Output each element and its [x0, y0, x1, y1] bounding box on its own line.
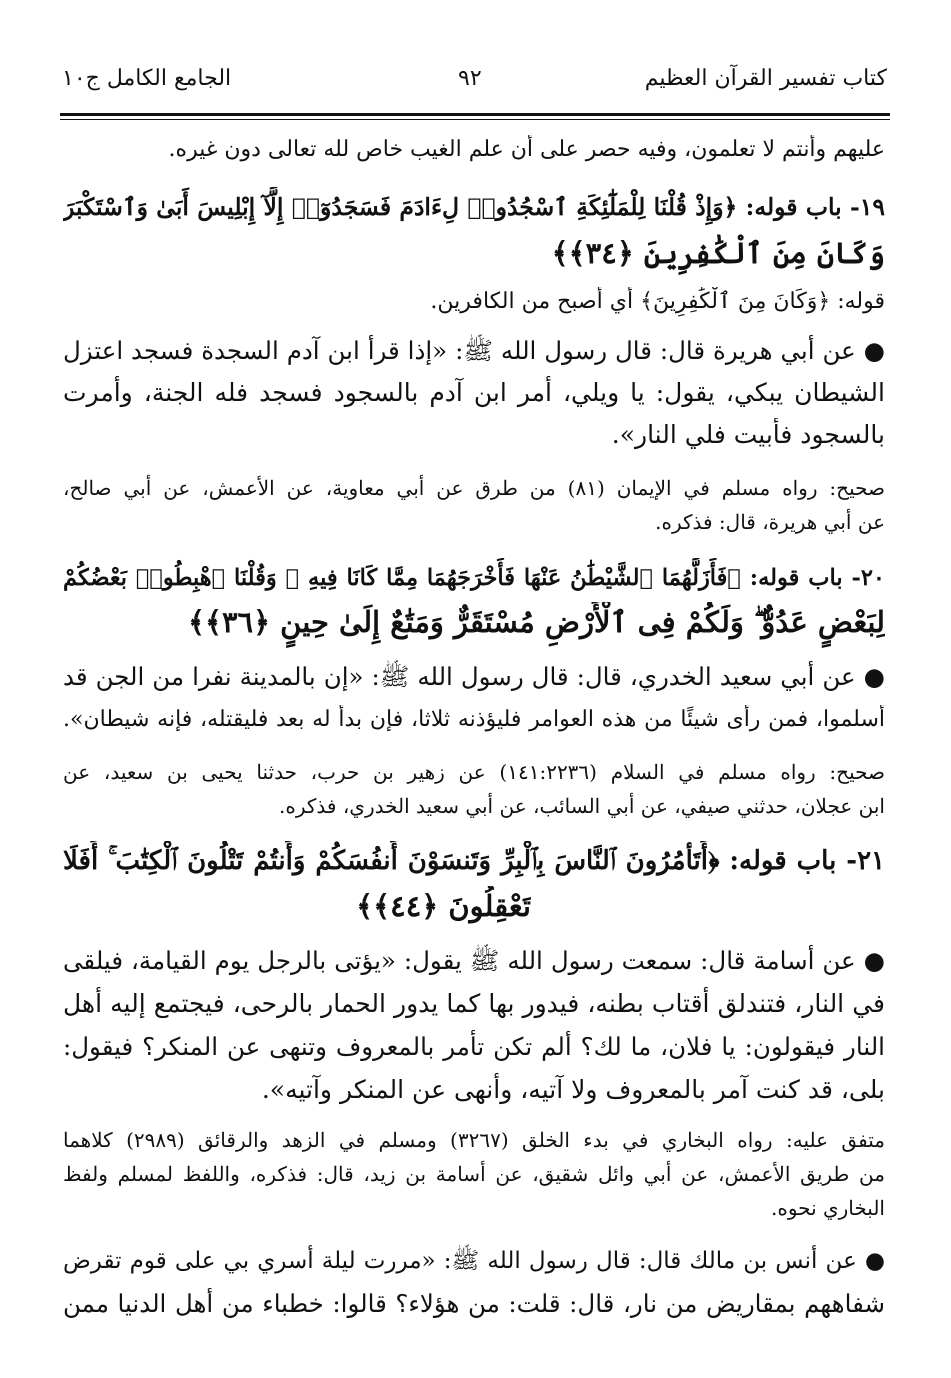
- chapter-heading-continuation: تَعْقِلُونَ ﴿٤٤﴾﴾: [356, 889, 531, 923]
- source-note: متفق عليه: رواه البخاري في بدء الخلق (٣٢٦٧) ومسلم في الزهد والرقائق (٢٩٨٩) كلاهما: [63, 1128, 885, 1152]
- book-title: كتاب تفسير القرآن العظيم: [644, 66, 887, 91]
- hadith-line: بالسجود فأبيت فلي النار».: [611, 420, 885, 449]
- hadith-line: ● عن أبي سعيد الخدري، قال: قال رسول الله ﷺ: «إن بالمدينة نفرا من الجن قد: [63, 662, 885, 691]
- hadith-line: أسلموا، فمن رأى شيئًا من هذه العوامر فليؤذنه ثلاثا، فإن بدأ له بعد فليقتله، فإنه شيطان».: [63, 707, 885, 732]
- series-title: الجامع الكامل ج١٠: [62, 66, 232, 91]
- chapter-heading: ١٩- باب قوله: ﴿وَإِذْ قُلْنَا لِلْمَلَٰٓئِكَةِ ٱسْجُدُوا۟ لِءَادَمَ فَسَجَدُوٓا۟ إِلَّآ إِبْلِيسَ أَبَىٰ وَٱسْتَكْبَرَ: [63, 193, 885, 221]
- source-note: صحيح: رواه مسلم في الإيمان (٨١) من طرق عن أبي معاوية، عن الأعمش، عن أبي صالح،: [63, 476, 885, 500]
- text-line: عليهم وأنتم لا تعلمون، وفيه حصر على أن علم الغيب خاص لله تعالى دون غيره.: [168, 137, 885, 162]
- source-note: من طريق الأعمش، عن أبي وائل شقيق، عن أسامة بن زيد، قال: فذكره، واللفظ لمسلم ولفظ: [63, 1162, 885, 1186]
- source-note: ابن عجلان، حدثني صيفي، عن أبي السائب، عن أبي سعيد الخدري، فذكره.: [279, 794, 885, 818]
- hadith-line: بلى، قد كنت آمر بالمعروف ولا آتيه، وأنهى عن المنكر وآتيه».: [261, 1075, 885, 1104]
- header-rule-thick: [60, 113, 890, 116]
- chapter-heading: ٢١- باب قوله: ﴿أَتَأْمُرُونَ ٱلنَّاسَ بِٱلْبِرِّ وَتَنسَوْنَ أَنفُسَكُمْ وَأَنتُمْ تَتْلُونَ ٱلْكِتَٰبَ ۚ أَفَلَا: [63, 846, 885, 876]
- source-note: عن أبي هريرة، قال: فذكره.: [655, 510, 885, 534]
- chapter-heading-continuation: وَكَانَ مِنَ ٱلْكَٰفِرِينَ ﴿٣٤﴾﴾: [551, 236, 885, 270]
- hadith-line: في النار، فتندلق أقتاب بطنه، فيدور بها كما يدور الحمار بالرحى، فيجتمع إليه أهل: [63, 989, 885, 1018]
- page-number: ٩٢: [458, 66, 482, 91]
- chapter-heading-continuation: لِبَعْضٍ عَدُوٌّ ۖ وَلَكُمْ فِى ٱلْأَرْضِ مُسْتَقَرٌّ وَمَتَٰعٌ إِلَىٰ حِينٍ ﴿٣٦﴾﴾: [187, 605, 885, 639]
- hadith-line: ● عن أسامة قال: سمعت رسول الله ﷺ يقول: «يؤتى بالرجل يوم القيامة، فيلقى: [63, 946, 885, 975]
- source-note: صحيح: رواه مسلم في السلام (١٤١:٢٢٣٦) عن زهير بن حرب، حدثنا يحيى بن سعيد، عن: [63, 760, 885, 784]
- header-rule-thin: [60, 119, 890, 120]
- chapter-heading: ٢٠- باب قوله: ﴿فَأَزَلَّهُمَا ٱلشَّيْطَٰنُ عَنْهَا فَأَخْرَجَهُمَا مِمَّا كَانَا فِيهِ ۖ وَقُلْنَا ٱهْبِطُوا۟ بَعْضُكُمْ: [63, 565, 885, 591]
- hadith-line: ● عن أنس بن مالك قال: قال رسول الله ﷺ: «مررت ليلة أسري بي على قوم تقرض: [63, 1248, 885, 1274]
- source-note: البخاري نحوه.: [770, 1196, 885, 1220]
- hadith-line: الشيطان يبكي، يقول: يا ويلي، أمر ابن آدم بالسجود فسجد فله الجنة، وأمرت: [63, 378, 885, 407]
- hadith-line: النار فيقولون: يا فلان، ما لك؟ ألم تكن تأمر بالمعروف وتنهى عن المنكر؟ فيقول:: [63, 1032, 885, 1061]
- hadith-line: شفاههم بمقاريض من نار، قال: قلت: من هؤلاء؟ قالوا: خطباء من أهل الدنيا ممن: [63, 1289, 885, 1318]
- commentary-line: قوله: ﴿وَكَانَ مِنَ ٱلْكَٰفِرِينَ﴾ أي أصبح من الكافرين.: [430, 289, 885, 314]
- hadith-line: ● عن أبي هريرة قال: قال رسول الله ﷺ: «إذا قرأ ابن آدم السجدة فسجد اعتزل: [63, 336, 885, 365]
